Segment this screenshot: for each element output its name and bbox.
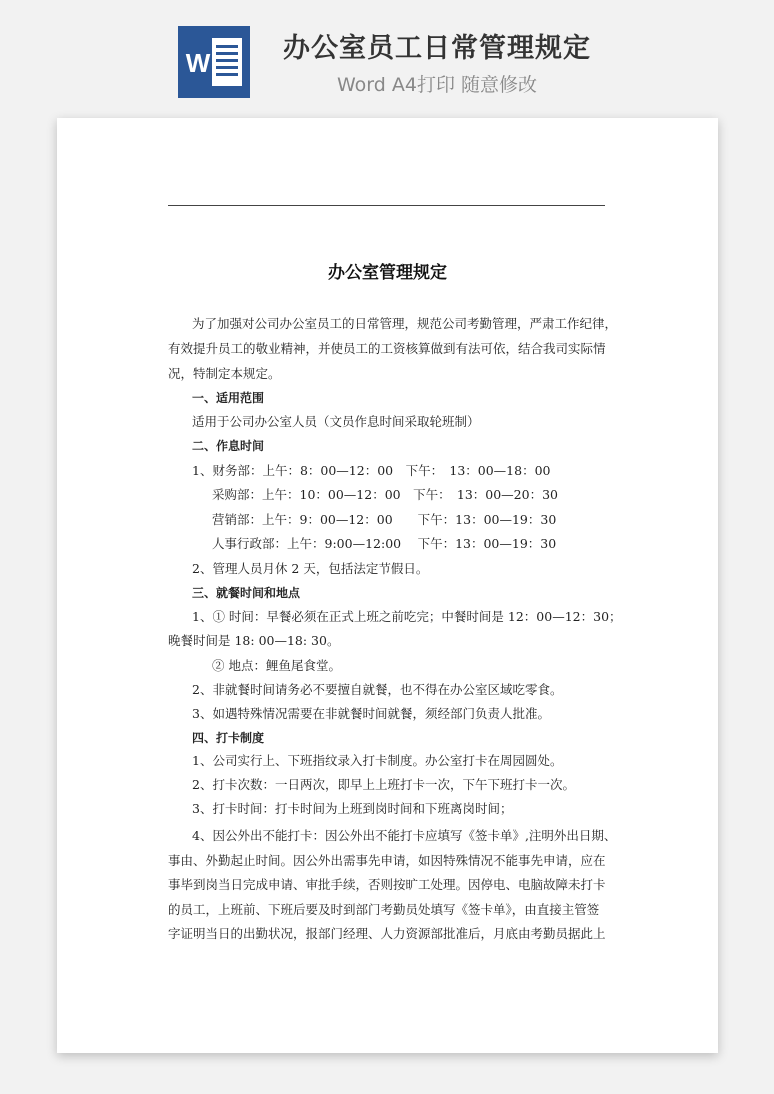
header-rule: [168, 205, 605, 206]
word-icon-letter: W: [185, 48, 211, 78]
page-subtitle: Word A4打印 随意修改: [336, 74, 537, 96]
intro-line: 为了加强对公司办公室员工的日常管理，规范公司考勤管理，严肃工作纪律，: [192, 316, 618, 331]
document-title: 办公室管理规定: [328, 263, 447, 283]
clock-in-line: 的员工，上班前、下班后要及时到部门考勤员处填写《签卡单》，由直接主管签: [168, 902, 600, 917]
header: [0, 0, 774, 118]
section-heading: 二、作息时间: [192, 439, 265, 453]
schedule-line: 2、管理人员月休 2 天，包括法定节假日。: [192, 561, 429, 576]
section-heading: 一、适用范围: [192, 391, 265, 405]
meal-line: 3、如遇特殊情况需要在非就餐时间就餐，须经部门负责人批准。: [192, 706, 550, 721]
intro-line: 有效提升员工的敬业精神，并使员工的工资核算做到有法可依，结合我司实际情: [168, 341, 606, 356]
word-document-icon: [178, 26, 250, 98]
section-heading: 四、打卡制度: [192, 731, 265, 745]
meal-line: 2、非就餐时间请务必不要擅自就餐，也不得在办公室区域吃零食。: [192, 682, 563, 697]
intro-line: 况，特制定本规定。: [168, 366, 281, 381]
clock-in-line: 3、打卡时间：打卡时间为上班到岗时间和下班离岗时间；: [192, 801, 513, 816]
clock-in-line: 1、公司实行上、下班指纹录入打卡制度。办公室打卡在周园圆处。: [192, 753, 563, 768]
clock-in-line: 事由、外勤起止时间。因公外出需事先申请，如因特殊情况不能事先申请，应在: [168, 853, 606, 868]
meal-line: ② 地点：鲤鱼尾食堂。: [212, 658, 341, 673]
schedule-line: 采购部：上午：10：00—12：00 下午： 13：00—20：30: [212, 487, 558, 502]
schedule-line: 营销部：上午：9：00—12：00 下午：13：00—19：30: [212, 512, 557, 527]
section-heading: 三、就餐时间和地点: [192, 586, 301, 600]
meal-line: 1、① 时间：早餐必须在正式上班之前吃完；中餐时间是 12：00—12：30；: [192, 609, 622, 624]
clock-in-line: 事毕到岗当日完成申请、审批手续，否则按旷工处理。因停电、电脑故障未打卡: [168, 877, 606, 892]
clock-in-line: 4、因公外出不能打卡：因公外出不能打卡应填写《签卡单》,注明外出日期、: [192, 828, 617, 843]
clock-in-line: 字证明当日的出勤状况，报部门经理、人力资源部批准后，月底由考勤员据此上: [168, 926, 606, 941]
document-page: [57, 118, 718, 1053]
schedule-line: 人事行政部：上午：9:00—12:00 下午：13：00—19：30: [212, 536, 557, 551]
section-text: 适用于公司办公室人员（文员作息时间采取轮班制）: [192, 414, 480, 429]
page-title: 办公室员工日常管理规定: [283, 33, 591, 64]
meal-line: 晚餐时间是 18: 00—18: 30。: [168, 633, 340, 648]
clock-in-line: 2、打卡次数：一日两次，即早上上班打卡一次，下午下班打卡一次。: [192, 777, 575, 792]
schedule-line: 1、财务部：上午：8：00—12：00 下午： 13：00—18：00: [192, 463, 551, 478]
